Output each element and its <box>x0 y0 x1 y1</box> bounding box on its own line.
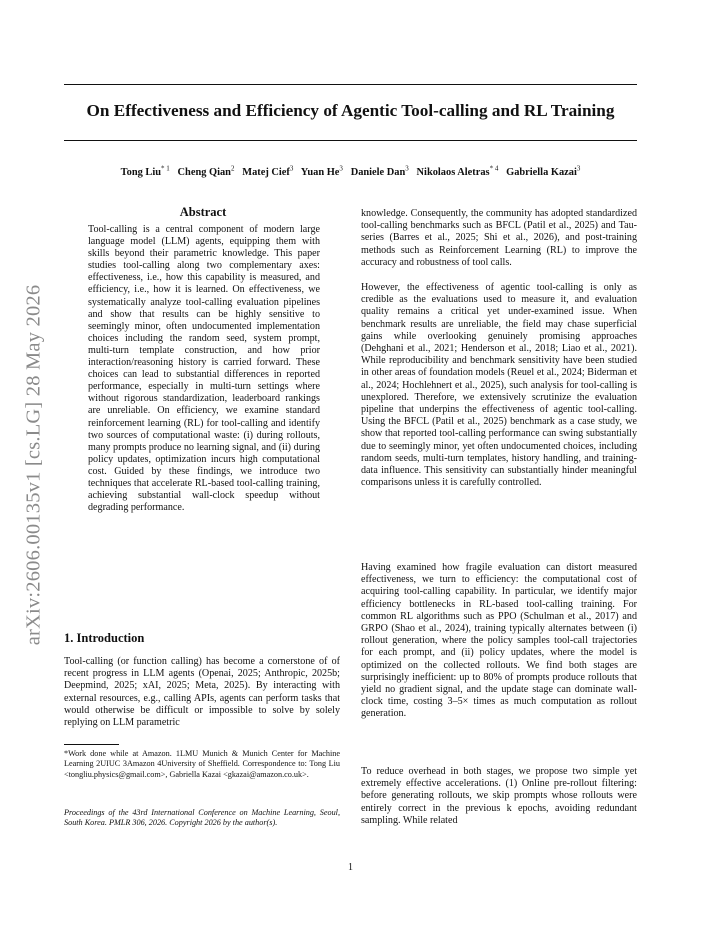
intro-paragraph-right-3: Having examined how fragile evaluation can distort measured effectiveness, we turn to efficiency: the computational cost of acquiring tool-calling capability. In particular, we identify major efficiency bottlenecks in RL-based tool-calling training. For common RL algorithms such as PPO (Schulman et al., 2017) and GRPO (Shao et al., 2024), training typically alternates between (i) rollout generation, where the policy samples tool-call trajectories for each prompt, and (ii) policy updates, where the model is optimized on the collected rollouts. We find both stages are surprisingly inefficient: up to 80% of prompts produce rollouts that yield no gradient signal, and the update stage can dominate wall-clock time, costing 3–5× times as much computation as rollout generation. <box>361 562 637 720</box>
title-top-rule <box>64 84 637 85</box>
author: Cheng Qian$^2$ <box>177 165 235 179</box>
section-heading-introduction: 1. Introduction <box>64 631 145 645</box>
author: Gabriella Kazai$^3$ <box>506 165 581 179</box>
page-number: 1 <box>348 862 353 873</box>
arxiv-identifier-stamp <box>4 255 64 675</box>
paper-title: On Effectiveness and Efficiency of Agentic Tool-calling and RL Training <box>86 101 615 120</box>
author: Tong Liu$^{* 1}$ <box>120 165 170 179</box>
author: Nikolaos Aletras$^{* 4}$ <box>416 165 499 179</box>
arxiv-stamp-text: arXiv:2606.00135v1 [cs.LG] 28 May 2026 <box>22 284 45 646</box>
abstract-text: Tool-calling is a central component of modern large language model (LLM) agents, equipping them with skills beyond their parametric knowledge. This paper studies tool-calling along two complementary axes: effectiveness, i.e., how this capability is measured, and efficiency, i.e., how it is learned. On effectiveness, we systematically analyze tool-calling evaluation pipelines and show that results can be highly sensitive to seemingly minor, often undocumented implementation choices including the random seed, system prompt, multi-turn template construction, and how prior interaction/reasoning history is carried forward. These choices can lead to substantial differences in reported performance, especially in multi-turn settings where without rigorous standardization, leaderboard rankings are unreliable. On efficiency, we examine standard reinforcement learning (RL) for tool-calling and identify two sources of computational waste: (i) during rollouts, many prompts produce no learning signal, and (ii) during policy updates, optimization incurs high computational cost. Guided by these findings, we introduce two techniques that accelerate RL-based tool-calling training, achieving substantial wall-clock speedup without degrading performance. <box>88 224 320 514</box>
footnote-rule <box>64 744 119 745</box>
intro-paragraph-left: Tool-calling (or function calling) has become a cornerstone of of recent progress in LLM agents (Openai, 2025; Anthropic, 2025b; Deepmind, 2025; xAI, 2025; Meta, 2025). By interacting with external resources, e.g., calling APIs, agents can perform tasks that would otherwise be difficult or impossible to solve by solely replying on LLM parametric <box>64 656 340 729</box>
intro-paragraph-right-4: To reduce overhead in both stages, we propose two simple yet extremely effective accelerations. (1) Online pre-rollout filtering: before generating rollouts, we skip prompts whose rollouts were entirely correct in the previous k epochs, avoiding redundant sampling. While related <box>361 766 637 826</box>
footnote-affiliations: *Work done while at Amazon. 1LMU Munich & Munich Center for Machine Learning 2UIUC 3Amazon 4University of Sheffield. Correspondence to: Tong Liu <tongliu.physics@gmail.com>, Gabriella Kazai <gkazai@amazon.co.uk>. <box>64 749 340 779</box>
proceedings-note: Proceedings of the 43rd International Conference on Machine Learning, Seoul, South Korea. PMLR 306, 2026. Copyright 2026 by the author(s). <box>64 808 340 828</box>
author: Daniele Dan$^3$ <box>350 165 409 179</box>
intro-paragraph-right-1: knowledge. Consequently, the community has adopted standardized tool-calling benchmarks such as BFCL (Patil et al., 2025) and Tau-series (Barres et al., 2025; Shi et al., 2026), and post-training methods such as Reinforcement Learning (RL) to improve the accuracy and robustness of tool calls. <box>361 208 637 268</box>
author-list <box>64 165 637 178</box>
title-bottom-rule <box>64 140 637 141</box>
author: Matej Cief$^3$ <box>242 165 294 179</box>
author: Yuan He$^3$ <box>300 165 343 179</box>
abstract-heading: Abstract <box>179 205 227 219</box>
intro-paragraph-right-2: However, the effectiveness of agentic tool-calling is only as credible as the evaluations used to measure it, and evaluation quality remains a critical yet under-examined issue. When benchmark results are unreliable, the field may chase superficial gains while overlooking genuinely promising approaches (Dehghani et al., 2021; Henderson et al., 2018; Liao et al., 2021). While reproducibility and benchmark sensitivity have been studied in other areas of foundation models (Reuel et al., 2024; Biderman et al., 2024; Hochlehnert et al., 2025), such analysis for tool-calling is unexplored. Therefore, we extensively scrutinize the evaluation pipeline that underpins the effectiveness of agentic tool-calling. Using the BFCL (Patil et al., 2025) benchmark as a case study, we show that reported tool-calling performance can swing substantially due to seemingly minor, yet often undocumented choices, including random seeds, multi-turn templates, history handling, and training-data influence. This sensitivity can substantially hinder meaningful comparisons unless it is carefully controlled. <box>361 282 637 489</box>
